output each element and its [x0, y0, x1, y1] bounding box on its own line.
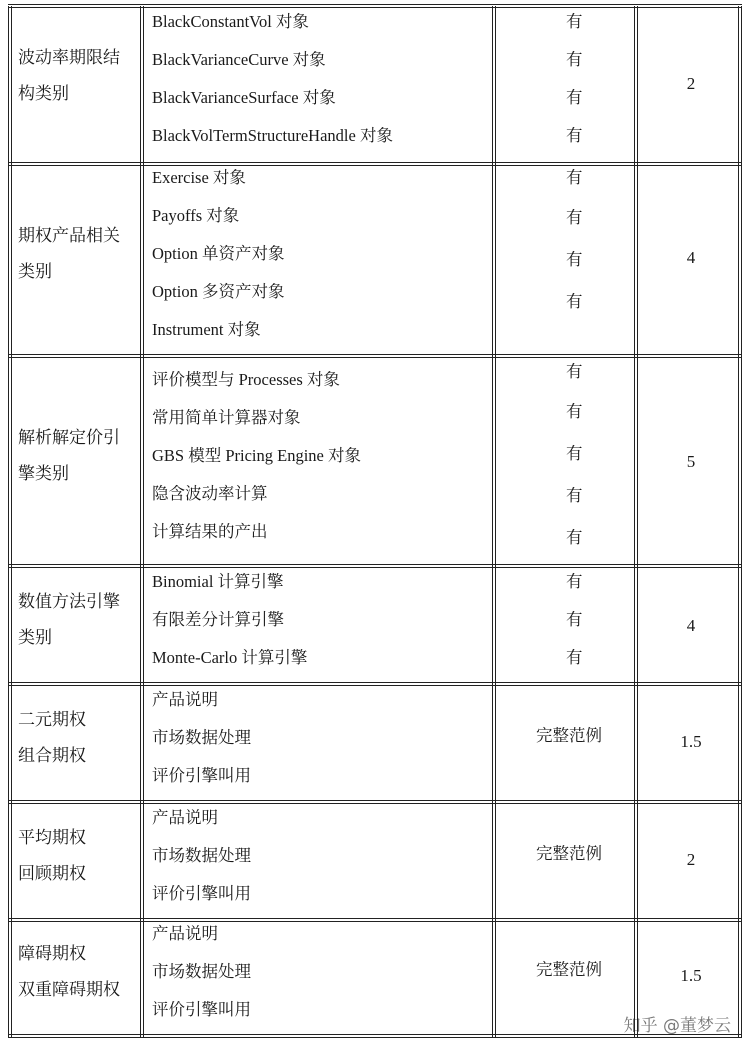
category-cell	[10, 920, 142, 1038]
value-number: 1.5	[680, 732, 702, 751]
status-cell	[496, 566, 642, 684]
content-item: BlackConstantVol 对象	[152, 12, 309, 31]
availability-mark: 有	[566, 572, 583, 591]
category-label: 类别	[18, 628, 52, 647]
availability-mark: 有	[566, 292, 583, 311]
content-item: 评价引擎叫用	[152, 766, 251, 785]
category-label: 回顾期权	[18, 864, 86, 883]
category-label: 解析解定价引	[18, 428, 120, 447]
table-row	[10, 6, 740, 164]
availability-mark: 有	[566, 168, 583, 187]
category-label: 数值方法引擎	[18, 592, 120, 611]
row-rule	[8, 800, 742, 804]
content-item: BlackVarianceSurface 对象	[152, 88, 336, 107]
category-label: 平均期权	[18, 828, 86, 847]
column-rule	[140, 6, 144, 1038]
status-cell	[496, 920, 642, 1038]
category-label: 二元期权	[18, 710, 86, 729]
row-rule	[8, 4, 742, 8]
content-item: 产品说明	[152, 808, 218, 827]
content-item: 计算结果的产出	[152, 522, 268, 541]
value-cell	[642, 6, 740, 164]
value-number: 4	[686, 248, 696, 267]
content-item: 有限差分计算引擎	[152, 610, 284, 629]
content-item: 产品说明	[152, 924, 218, 943]
value-number: 2	[686, 850, 696, 869]
watermark: 知乎 @董梦云	[623, 1016, 731, 1036]
items-cell	[142, 566, 496, 684]
items-cell	[142, 802, 496, 920]
content-item: 评价引擎叫用	[152, 1000, 251, 1019]
category-label: 障碍期权	[18, 944, 86, 963]
content-item: BlackVarianceCurve 对象	[152, 50, 326, 69]
row-rule	[8, 682, 742, 686]
table-row	[10, 566, 740, 684]
category-cell	[10, 164, 142, 356]
availability-mark: 有	[566, 126, 583, 145]
content-item: 评价模型与 Processes 对象	[152, 370, 340, 389]
category-label: 期权产品相关	[18, 226, 120, 245]
content-item: Binomial 计算引擎	[152, 572, 284, 591]
column-rule	[492, 6, 496, 1038]
category-label: 双重障碍期权	[18, 980, 120, 999]
example-label: 完整范例	[536, 960, 602, 979]
content-item: 评价引擎叫用	[152, 884, 251, 903]
availability-mark: 有	[566, 250, 583, 269]
availability-mark: 有	[566, 12, 583, 31]
availability-mark: 有	[566, 88, 583, 107]
availability-mark: 有	[566, 486, 583, 505]
value-number: 1.5	[680, 966, 702, 985]
row-rule	[8, 354, 742, 358]
category-label: 擎类别	[18, 464, 69, 483]
availability-mark: 有	[566, 402, 583, 421]
status-cell	[496, 684, 642, 802]
category-label: 类别	[18, 262, 52, 281]
table-row	[10, 356, 740, 566]
content-item: Monte-Carlo 计算引擎	[152, 648, 308, 667]
content-item: 产品说明	[152, 690, 218, 709]
availability-mark: 有	[566, 208, 583, 227]
value-cell	[642, 802, 740, 920]
row-rule	[8, 1034, 742, 1038]
value-cell	[642, 356, 740, 566]
content-item: Payoffs 对象	[152, 206, 240, 225]
value-cell	[642, 164, 740, 356]
value-cell	[642, 566, 740, 684]
content-item: Exercise 对象	[152, 168, 246, 187]
column-rule	[634, 6, 638, 1038]
category-cell	[10, 356, 142, 566]
column-rule	[738, 6, 742, 1038]
content-item: BlackVolTermStructureHandle 对象	[152, 126, 393, 145]
content-item: GBS 模型 Pricing Engine 对象	[152, 446, 361, 465]
example-label: 完整范例	[536, 726, 602, 745]
status-cell	[496, 6, 642, 164]
content-item: 市场数据处理	[152, 962, 251, 981]
content-item: 市场数据处理	[152, 846, 251, 865]
table-row	[10, 684, 740, 802]
category-cell	[10, 684, 142, 802]
availability-mark: 有	[566, 50, 583, 69]
category-label: 构类别	[18, 84, 69, 103]
content-item: 隐含波动率计算	[152, 484, 268, 503]
row-rule	[8, 564, 742, 568]
value-number: 2	[686, 74, 696, 93]
value-number: 5	[686, 452, 696, 471]
items-cell	[142, 6, 496, 164]
content-item: Option 多资产对象	[152, 282, 285, 301]
status-cell	[496, 802, 642, 920]
availability-mark: 有	[566, 528, 583, 547]
items-cell	[142, 684, 496, 802]
table-row	[10, 164, 740, 356]
value-number: 4	[686, 616, 696, 635]
example-label: 完整范例	[536, 844, 602, 863]
availability-mark: 有	[566, 362, 583, 381]
status-cell	[496, 164, 642, 356]
category-cell	[10, 802, 142, 920]
content-item: Instrument 对象	[152, 320, 261, 339]
availability-mark: 有	[566, 648, 583, 667]
items-cell	[142, 164, 496, 356]
category-cell	[10, 566, 142, 684]
availability-mark: 有	[566, 444, 583, 463]
category-label: 组合期权	[18, 746, 86, 765]
items-cell	[142, 920, 496, 1038]
items-cell	[142, 356, 496, 566]
availability-mark: 有	[566, 610, 583, 629]
row-rule	[8, 162, 742, 166]
table-row	[10, 802, 740, 920]
category-cell	[10, 6, 142, 164]
column-rule	[8, 6, 12, 1038]
content-item: 市场数据处理	[152, 728, 251, 747]
value-cell	[642, 684, 740, 802]
status-cell	[496, 356, 642, 566]
content-item: 常用简单计算器对象	[152, 408, 301, 427]
content-item: Option 单资产对象	[152, 244, 285, 263]
row-rule	[8, 918, 742, 922]
category-label: 波动率期限结	[18, 48, 120, 67]
